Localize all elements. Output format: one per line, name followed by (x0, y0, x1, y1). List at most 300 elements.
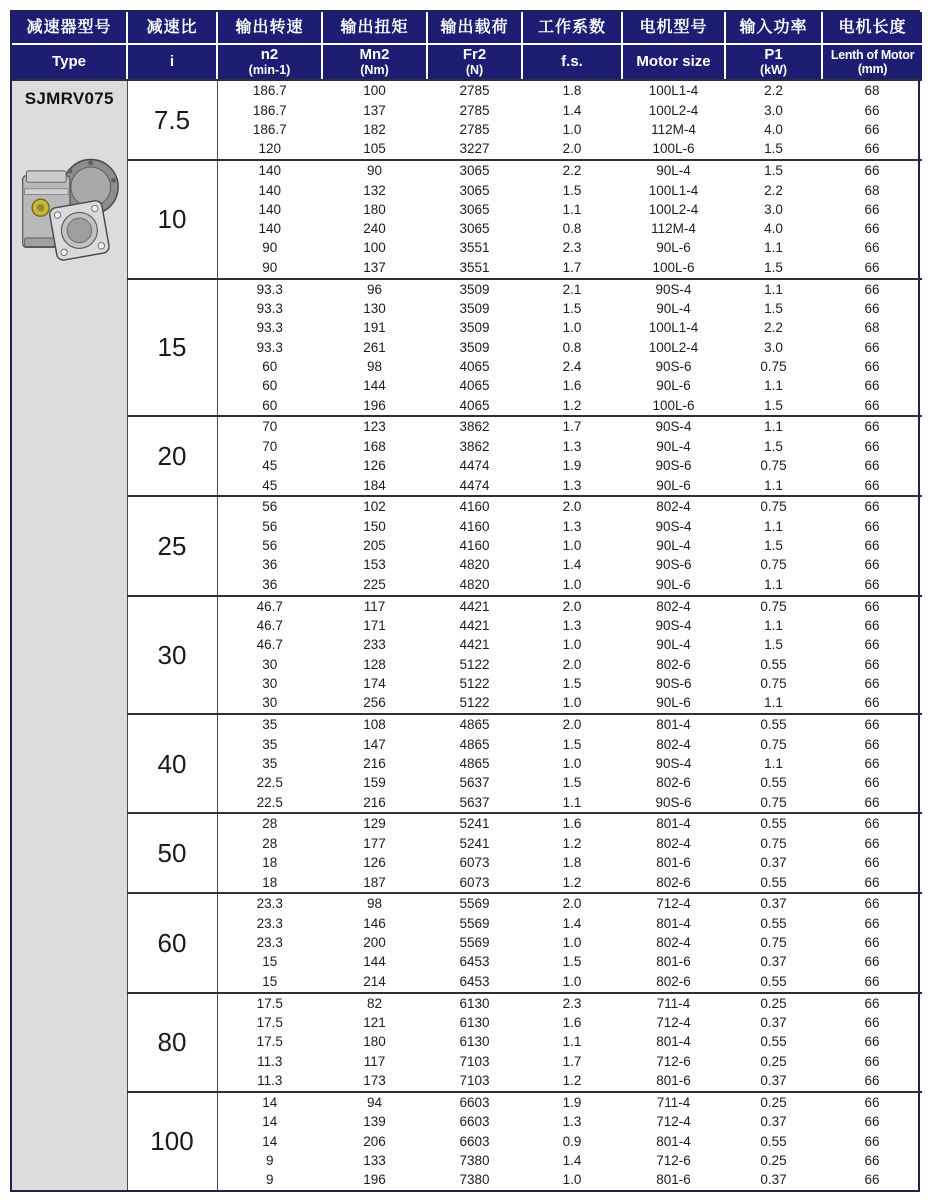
cell-motor_size: 90S-6 (655, 675, 692, 691)
cell-mn2: 126 (363, 458, 386, 474)
table-body (12, 80, 922, 1190)
cell-fr2: 4160 (459, 538, 490, 554)
cell-fr2: 6453 (459, 954, 490, 970)
table-row (12, 1092, 922, 1113)
ratio-cell: 10 (127, 160, 217, 279)
cell-fr2: 3509 (459, 320, 490, 336)
cell-motor_length: 66 (864, 1172, 880, 1188)
cell-fr2: 3065 (459, 182, 490, 198)
col-header-zh-motor_length: 电机长度 (822, 12, 922, 44)
col-header-en-i (127, 44, 217, 80)
cell-motor_size: 801-6 (656, 1073, 691, 1089)
cell-mn2: 205 (363, 538, 386, 554)
cell-motor_size: 112M-4 (651, 221, 696, 237)
ratio-cell: 50 (127, 813, 217, 893)
cell-n2: 93.3 (217, 279, 322, 300)
col-header-en-label: Type (52, 52, 86, 70)
cell-fs: 1.6 (562, 1015, 582, 1031)
cell-fs: 2.0 (562, 656, 582, 672)
cell-n2: 186.7 (252, 121, 287, 137)
cell-fs: 1.6 (522, 813, 622, 834)
cell-mn2: 173 (363, 1073, 386, 1089)
cell-p1: 1.1 (764, 695, 783, 711)
cell-n2: 90 (262, 259, 278, 275)
cell-motor_size: 90L-6 (656, 576, 691, 592)
cell-n2: 30 (262, 656, 278, 672)
cell-fr2: 5637 (459, 794, 490, 810)
cell-p1: 1.5 (764, 397, 783, 413)
cell-mn2: 196 (363, 1172, 386, 1188)
cell-motor_size: 100L2-4 (648, 201, 699, 217)
cell-motor_length: 66 (864, 855, 880, 871)
cell-fs: 1.7 (522, 416, 622, 437)
cell-motor_length: 68 (864, 182, 880, 198)
cell-motor_length: 66 (864, 794, 880, 810)
cell-p1: 0.75 (760, 458, 787, 474)
cell-motor_length: 66 (864, 201, 880, 217)
cell-p1: 0.55 (760, 973, 787, 989)
cell-fr2: 4065 (459, 358, 490, 374)
cell-mn2: 94 (322, 1092, 427, 1113)
cell-mn2: 128 (363, 656, 386, 672)
col-header-en-label: Fr2 (462, 45, 487, 63)
cell-mn2: 150 (363, 518, 386, 534)
cell-motor_length: 66 (864, 618, 880, 634)
cell-motor_length: 66 (864, 538, 880, 554)
cell-fr2: 3065 (459, 221, 490, 237)
cell-fr2: 3065 (459, 201, 490, 217)
cell-p1: 1.5 (764, 637, 783, 653)
cell-motor_length: 68 (864, 83, 880, 99)
cell-mn2: 98 (322, 893, 427, 914)
cell-motor_size: 90L-4 (656, 538, 691, 554)
col-header-en-motor_length (822, 44, 922, 80)
gear-reducer-spec-table (12, 12, 922, 1190)
cell-mn2: 191 (363, 320, 386, 336)
cell-fs: 1.0 (562, 755, 582, 771)
table-row (12, 160, 922, 181)
cell-n2: 23.3 (256, 935, 283, 951)
cell-motor_size: 712-4 (656, 1015, 691, 1031)
cell-mn2: 182 (363, 121, 386, 137)
cell-p1: 0.75 (725, 596, 822, 617)
cell-fs: 1.1 (562, 1034, 582, 1050)
cell-motor_size: 90L-6 (656, 378, 691, 394)
cell-fr2: 3227 (459, 141, 490, 157)
cell-n2: 46.7 (217, 596, 322, 617)
cell-motor_length: 66 (822, 813, 922, 834)
cell-fs: 1.5 (562, 775, 582, 791)
col-header-zh-type: 减速器型号 (12, 12, 127, 44)
cell-n2: 11.3 (257, 1073, 283, 1089)
cell-n2: 60 (262, 358, 278, 374)
cell-fr2: 3551 (459, 240, 490, 256)
table-row (12, 993, 922, 1014)
cell-mn2: 144 (363, 954, 386, 970)
col-header-en-unit: (Nm) (360, 63, 389, 78)
cell-motor_length: 66 (864, 675, 880, 691)
cell-motor_size: 711-4 (622, 993, 725, 1014)
cell-motor_length: 66 (864, 1034, 880, 1050)
ratio-cell: 15 (127, 279, 217, 417)
cell-fr2: 4421 (459, 618, 490, 634)
cell-motor_size: 90L-6 (656, 240, 691, 256)
cell-fs: 1.3 (562, 618, 582, 634)
col-header-en-n2 (217, 44, 322, 80)
cell-motor_size: 801-6 (656, 1172, 691, 1188)
cell-motor_length: 66 (864, 141, 880, 157)
cell-fs: 1.7 (562, 259, 582, 275)
col-header-en-unit: (N) (465, 63, 484, 78)
cell-p1: 0.75 (760, 736, 787, 752)
col-header-en-label: Motor size (636, 52, 711, 70)
cell-motor_length: 66 (864, 1114, 880, 1130)
cell-n2: 120 (258, 141, 282, 157)
cell-fs: 1.0 (562, 576, 582, 592)
table-row (12, 596, 922, 617)
cell-motor_size: 112M-4 (651, 121, 696, 137)
cell-motor_length: 66 (822, 714, 922, 735)
cell-mn2: 123 (322, 416, 427, 437)
cell-mn2: 153 (363, 557, 386, 573)
cell-motor_size: 100L-6 (652, 141, 695, 157)
cell-mn2: 102 (322, 496, 427, 517)
cell-n2: 35 (262, 755, 278, 771)
cell-n2: 140 (258, 221, 282, 237)
cell-p1: 0.37 (725, 893, 822, 914)
cell-fr2: 2785 (459, 121, 490, 137)
cell-p1: 0.75 (760, 835, 787, 851)
cell-n2: 46.7 (256, 637, 283, 653)
cell-fr2: 7380 (459, 1152, 490, 1168)
cell-n2: 14 (217, 1092, 322, 1113)
cell-fs: 1.5 (562, 675, 582, 691)
cell-n2: 28 (217, 813, 322, 834)
cell-fs: 1.3 (562, 1114, 582, 1130)
cell-fs: 1.0 (562, 121, 582, 137)
model-label: SJMRV075 (24, 89, 114, 108)
cell-motor_size: 712-4 (656, 1114, 691, 1130)
cell-fr2: 5569 (427, 893, 522, 914)
cell-motor_length: 66 (864, 835, 880, 851)
cell-motor_length: 66 (864, 477, 880, 493)
cell-motor_size: 801-4 (656, 1133, 691, 1149)
cell-motor_size: 100L2-4 (648, 339, 699, 355)
col-header-zh-p1: 输入功率 (725, 12, 822, 44)
cell-fs: 1.0 (562, 538, 582, 554)
cell-mn2: 129 (322, 813, 427, 834)
cell-p1: 0.75 (760, 675, 787, 691)
cell-fr2: 6603 (427, 1092, 522, 1113)
cell-fr2: 3551 (459, 259, 490, 275)
cell-motor_length: 66 (822, 416, 922, 437)
catalog-page (0, 10, 930, 1192)
table-row (12, 80, 922, 101)
cell-motor_size: 90S-6 (655, 794, 692, 810)
cell-mn2: 240 (363, 221, 386, 237)
cell-motor_size: 802-4 (656, 736, 691, 752)
cell-motor_size: 712-4 (622, 893, 725, 914)
ratio-cell: 30 (127, 596, 217, 715)
cell-n2: 186.7 (252, 83, 287, 99)
cell-n2: 35 (217, 714, 322, 735)
col-header-en-type (12, 44, 127, 80)
cell-motor_length: 66 (864, 637, 880, 653)
header-row-chinese (12, 12, 922, 44)
cell-motor_length: 66 (822, 496, 922, 517)
cell-n2: 70 (262, 438, 278, 454)
cell-fs: 1.2 (562, 397, 582, 413)
cell-p1: 2.2 (764, 320, 783, 336)
table-row (12, 279, 922, 300)
cell-p1: 1.5 (764, 538, 783, 554)
cell-fs: 1.2 (562, 835, 582, 851)
cell-motor_length: 66 (864, 935, 880, 951)
cell-fs: 1.4 (562, 915, 582, 931)
cell-fr2: 3065 (427, 160, 522, 181)
cell-mn2: 98 (366, 358, 383, 374)
cell-p1: 0.37 (760, 1073, 787, 1089)
cell-mn2: 100 (363, 240, 386, 256)
cell-fr2: 4474 (459, 458, 490, 474)
cell-motor_size: 90S-6 (655, 458, 692, 474)
cell-fr2: 4865 (427, 714, 522, 735)
col-header-en-unit: (mm) (857, 62, 888, 76)
cell-p1: 1.1 (725, 279, 822, 300)
cell-p1: 1.1 (764, 378, 783, 394)
col-header-en-label: n2 (260, 45, 279, 63)
col-header-en-mn2 (322, 44, 427, 80)
cell-p1: 4.0 (764, 121, 783, 137)
cell-fs: 1.8 (562, 855, 582, 871)
cell-motor_length: 66 (864, 397, 880, 413)
cell-fr2: 2785 (459, 83, 490, 99)
cell-motor_length: 66 (864, 358, 880, 374)
cell-motor_length: 66 (822, 160, 922, 181)
cell-p1: 0.75 (760, 794, 787, 810)
spec-table-frame (10, 10, 920, 1192)
cell-motor_size: 100L2-4 (648, 102, 699, 118)
cell-n2: 140 (258, 182, 282, 198)
cell-n2: 60 (262, 378, 278, 394)
cell-motor_size: 90L-4 (622, 160, 725, 181)
cell-p1: 0.75 (760, 935, 787, 951)
cell-motor_length: 66 (864, 874, 880, 890)
cell-mn2: 187 (363, 874, 386, 890)
cell-fr2: 4865 (459, 755, 490, 771)
cell-p1: 0.37 (760, 1172, 787, 1188)
col-header-zh-i: 减速比 (127, 12, 217, 44)
cell-fs: 1.0 (562, 637, 582, 653)
cell-motor_length: 66 (822, 893, 922, 914)
table-header (12, 12, 922, 80)
cell-n2: 140 (217, 160, 322, 181)
cell-motor_length: 66 (864, 518, 880, 534)
cell-p1: 0.55 (760, 656, 787, 672)
cell-mn2: 90 (322, 160, 427, 181)
cell-p1: 1.1 (764, 576, 783, 592)
cell-fr2: 4421 (427, 596, 522, 617)
cell-fr2: 5122 (459, 675, 490, 691)
cell-mn2: 96 (322, 279, 427, 300)
cell-mn2: 256 (363, 695, 386, 711)
cell-motor_length: 66 (864, 755, 880, 771)
cell-n2: 17.5 (256, 1034, 283, 1050)
cell-n2: 56 (262, 518, 278, 534)
cell-n2: 15 (262, 954, 278, 970)
cell-motor_length: 66 (822, 993, 922, 1014)
col-header-en-p1 (725, 44, 822, 80)
col-header-zh-n2: 输出转速 (217, 12, 322, 44)
cell-fs: 1.9 (562, 458, 582, 474)
cell-motor_length: 66 (864, 102, 880, 118)
cell-p1: 1.5 (725, 160, 822, 181)
cell-p1: 1.5 (764, 259, 783, 275)
cell-p1: 0.55 (760, 1034, 787, 1050)
cell-motor_length: 66 (864, 339, 880, 355)
cell-fr2: 6130 (459, 1015, 490, 1031)
cell-fr2: 3862 (427, 416, 522, 437)
cell-mn2: 196 (363, 397, 386, 413)
cell-mn2: 206 (363, 1133, 386, 1149)
cell-mn2: 233 (363, 637, 386, 653)
ratio-cell: 100 (127, 1092, 217, 1190)
cell-mn2: 137 (363, 102, 386, 118)
cell-fr2: 5241 (427, 813, 522, 834)
cell-mn2: 216 (363, 794, 386, 810)
cell-mn2: 105 (363, 141, 386, 157)
cell-fs: 1.8 (562, 83, 582, 99)
type-cell (12, 80, 127, 1190)
cell-fs: 2.0 (522, 893, 622, 914)
cell-mn2: 200 (363, 935, 386, 951)
col-header-en-unit: (kW) (759, 63, 788, 78)
cell-fs: 2.0 (522, 714, 622, 735)
cell-mn2: 214 (363, 973, 386, 989)
cell-motor_size: 90S-4 (622, 279, 725, 300)
cell-motor_size: 802-6 (656, 874, 691, 890)
cell-motor_size: 90S-6 (655, 557, 692, 573)
cell-mn2: 144 (363, 378, 386, 394)
cell-fs: 1.2 (562, 1073, 582, 1089)
cell-motor_length: 66 (864, 775, 880, 791)
cell-n2: 93.3 (256, 301, 283, 317)
cell-p1: 1.5 (764, 438, 783, 454)
cell-motor_size: 100L-6 (652, 259, 695, 275)
cell-p1: 0.55 (760, 874, 787, 890)
cell-motor_size: 802-4 (622, 596, 725, 617)
cell-motor_size: 90L-4 (656, 637, 691, 653)
cell-n2: 186.7 (252, 102, 287, 118)
cell-motor_size: 801-6 (656, 954, 691, 970)
cell-fr2: 7380 (459, 1172, 490, 1188)
cell-p1: 3.0 (764, 339, 783, 355)
cell-fs: 1.1 (562, 794, 582, 810)
cell-mn2: 82 (322, 993, 427, 1014)
cell-mn2: 121 (363, 1015, 386, 1031)
cell-fr2: 3509 (459, 339, 490, 355)
ratio-cell: 40 (127, 714, 217, 813)
cell-fr2: 4820 (459, 557, 490, 573)
cell-p1: 1.5 (764, 301, 783, 317)
cell-fs: 1.2 (562, 874, 582, 890)
cell-fs: 0.9 (562, 1133, 582, 1149)
cell-motor_length: 66 (864, 458, 880, 474)
cell-n2: 46.7 (256, 618, 283, 634)
cell-n2: 35 (262, 736, 278, 752)
cell-mn2: 117 (363, 1053, 386, 1069)
cell-fs: 1.5 (562, 954, 582, 970)
cell-fr2: 3509 (427, 279, 522, 300)
col-header-en-label: i (169, 52, 175, 70)
cell-mn2: 132 (363, 182, 386, 198)
cell-fs: 2.0 (522, 496, 622, 517)
cell-motor_length: 66 (864, 576, 880, 592)
table-row (12, 714, 922, 735)
cell-p1: 0.37 (760, 954, 787, 970)
cell-mn2: 117 (322, 596, 427, 617)
cell-p1: 0.25 (760, 1053, 787, 1069)
cell-p1: 0.37 (760, 1015, 787, 1031)
cell-n2: 11.3 (257, 1053, 283, 1069)
cell-fr2: 6603 (459, 1114, 490, 1130)
cell-motor_size: 90L-4 (656, 438, 691, 454)
ratio-cell: 7.5 (127, 80, 217, 160)
cell-n2: 36 (262, 576, 278, 592)
cell-fs: 1.3 (562, 518, 582, 534)
cell-mn2: 126 (363, 855, 386, 871)
cell-fr2: 5569 (459, 915, 490, 931)
cell-motor_size: 802-6 (656, 973, 691, 989)
cell-motor_length: 66 (822, 596, 922, 617)
cell-fs: 2.3 (522, 993, 622, 1014)
cell-n2: 45 (262, 458, 278, 474)
cell-n2: 93.3 (256, 339, 283, 355)
cell-motor_size: 801-4 (622, 714, 725, 735)
cell-motor_length: 66 (864, 1073, 880, 1089)
cell-mn2: 184 (363, 477, 386, 493)
cell-mn2: 174 (363, 675, 386, 691)
cell-motor_size: 802-6 (656, 656, 691, 672)
cell-n2: 18 (262, 874, 278, 890)
cell-n2: 45 (262, 477, 278, 493)
cell-motor_length: 66 (864, 915, 880, 931)
cell-p1: 1.1 (764, 618, 783, 634)
cell-fs: 1.6 (562, 378, 582, 394)
cell-motor_size: 90S-4 (655, 618, 692, 634)
cell-n2: 17.5 (217, 993, 322, 1014)
cell-n2: 36 (262, 557, 278, 573)
cell-mn2: 137 (363, 259, 386, 275)
cell-n2: 14 (262, 1114, 278, 1130)
col-header-zh-fs: 工作系数 (522, 12, 622, 44)
cell-n2: 70 (217, 416, 322, 437)
cell-motor_size: 712-6 (656, 1053, 691, 1069)
cell-n2: 140 (258, 201, 282, 217)
cell-n2: 30 (262, 675, 278, 691)
cell-motor_length: 66 (864, 121, 880, 137)
cell-motor_size: 100L1-4 (648, 320, 699, 336)
cell-motor_length: 66 (864, 1053, 880, 1069)
cell-p1: 0.25 (760, 1152, 787, 1168)
cell-n2: 30 (262, 695, 278, 711)
cell-fs: 2.4 (562, 358, 582, 374)
cell-p1: 0.25 (725, 993, 822, 1014)
col-header-zh-motor_size: 电机型号 (622, 12, 725, 44)
cell-p1: 1.1 (764, 477, 783, 493)
cell-fs: 1.0 (562, 973, 582, 989)
cell-fr2: 7103 (459, 1053, 490, 1069)
